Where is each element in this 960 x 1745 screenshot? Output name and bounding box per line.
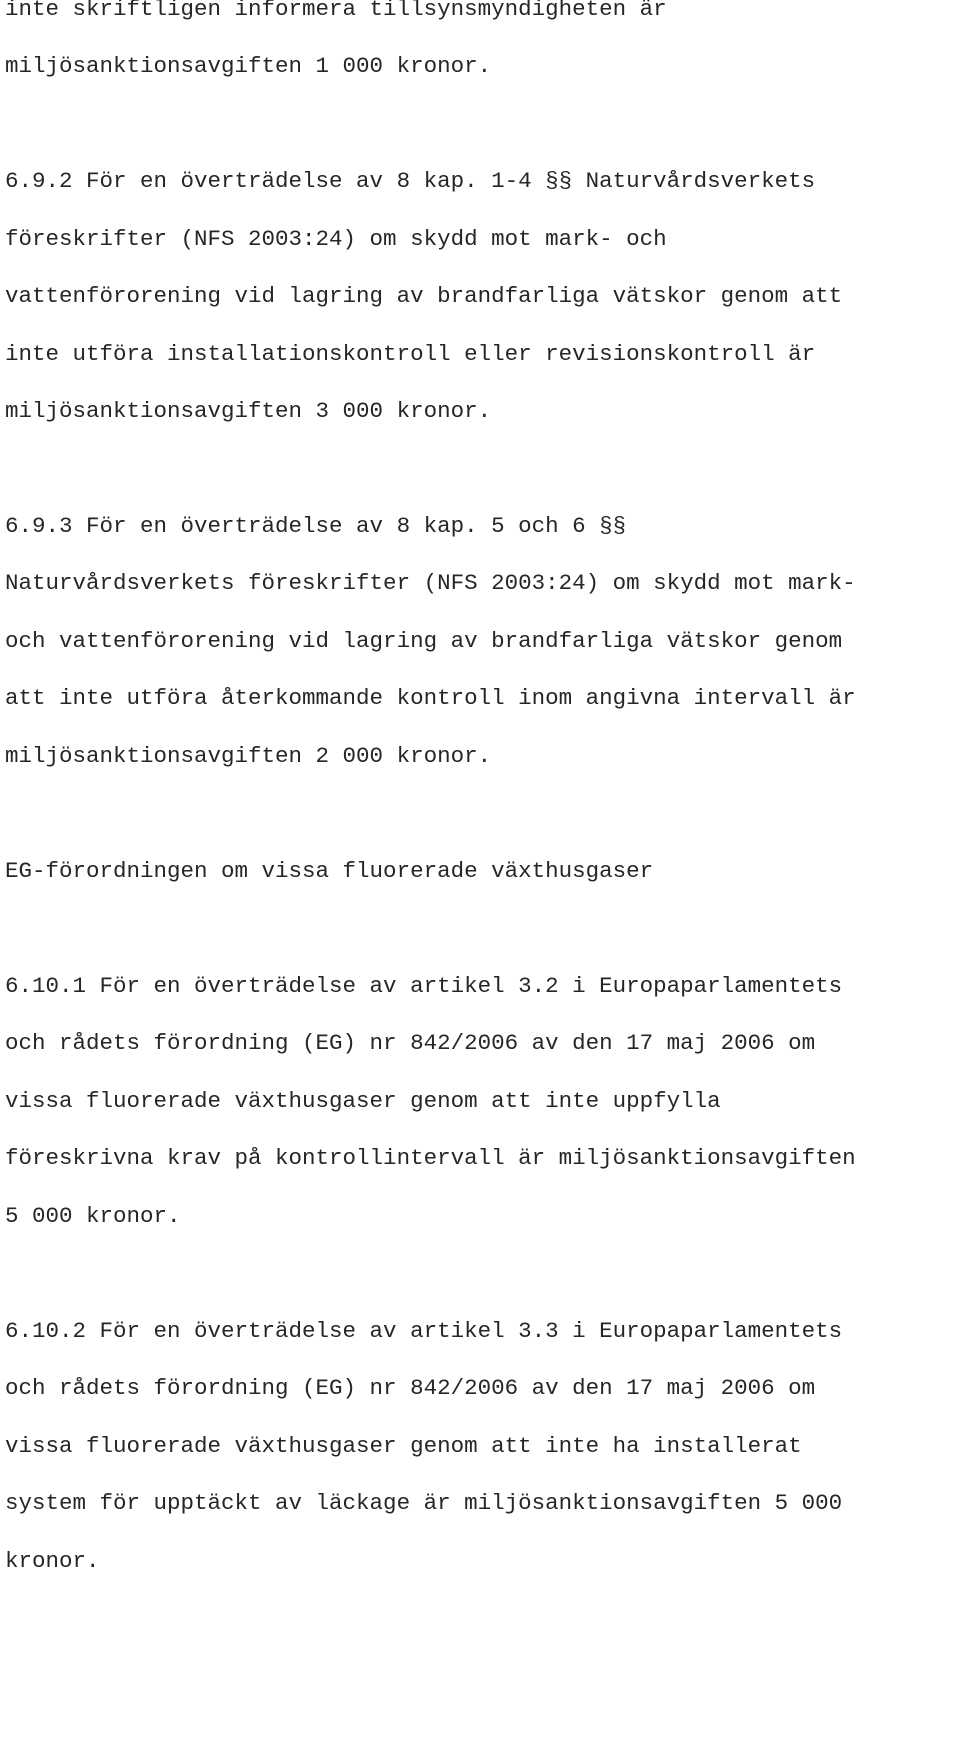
text-line: kronor. bbox=[5, 1548, 100, 1574]
text-line: vissa fluorerade växthusgaser genom att inte ha installerat bbox=[5, 1433, 802, 1459]
text-line: och rådets förordning (EG) nr 842/2006 av den 17 maj 2006 om bbox=[5, 1375, 816, 1401]
section-6-10-2-line: 6.10.2 För en överträdelse av artikel 3.3 i Europaparlamentets bbox=[5, 1318, 843, 1344]
text-line: system för upptäckt av läckage är miljösanktionsavgiften 5 000 bbox=[5, 1490, 843, 1516]
text-line: miljösanktionsavgiften 3 000 kronor. bbox=[5, 398, 492, 424]
text-line: föreskrifter (NFS 2003:24) om skydd mot mark- och bbox=[5, 226, 667, 252]
text-line: vattenförorening vid lagring av brandfarliga vätskor genom att bbox=[5, 283, 843, 309]
section-6-9-2-line: 6.9.2 För en överträdelse av 8 kap. 1-4 §§ Naturvårdsverkets bbox=[5, 168, 816, 194]
text-line: och rådets förordning (EG) nr 842/2006 av den 17 maj 2006 om bbox=[5, 1030, 816, 1056]
text-line: Naturvårdsverkets föreskrifter (NFS 2003:24) om skydd mot mark- bbox=[5, 570, 856, 596]
text-line: och vattenförorening vid lagring av brandfarliga vätskor genom bbox=[5, 628, 843, 654]
text-line: miljösanktionsavgiften 1 000 kronor. bbox=[5, 53, 492, 79]
text-line: miljösanktionsavgiften 2 000 kronor. bbox=[5, 743, 492, 769]
text-line: att inte utföra återkommande kontroll inom angivna intervall är bbox=[5, 685, 856, 711]
section-6-9-3-line: 6.9.3 För en överträdelse av 8 kap. 5 och 6 §§ bbox=[5, 513, 627, 539]
section-6-10-1-line: 6.10.1 För en överträdelse av artikel 3.2 i Europaparlamentets bbox=[5, 973, 843, 999]
text-line: 5 000 kronor. bbox=[5, 1203, 181, 1229]
text-line: föreskrivna krav på kontrollintervall är miljösanktionsavgiften bbox=[5, 1145, 856, 1171]
section-heading: EG-förordningen om vissa fluorerade växthusgaser bbox=[5, 858, 654, 884]
text-line: inte utföra installationskontroll eller revisionskontroll är bbox=[5, 341, 816, 367]
text-line: inte skriftligen informera tillsynsmyndigheten är bbox=[5, 0, 667, 22]
text-line: vissa fluorerade växthusgaser genom att inte uppfylla bbox=[5, 1088, 721, 1114]
